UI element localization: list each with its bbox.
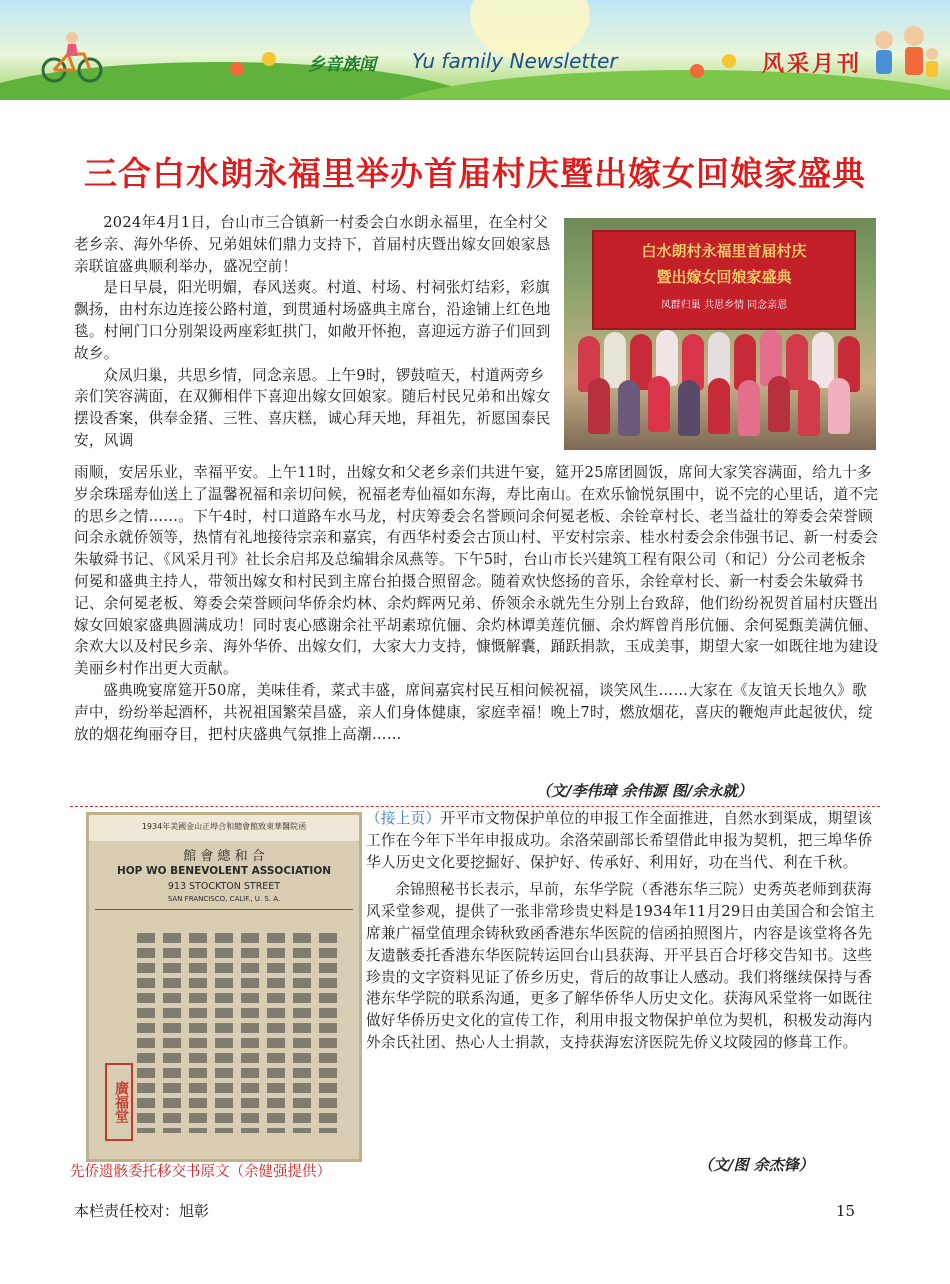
article-body-full	[74, 462, 880, 745]
village-celebration-photo	[564, 218, 876, 450]
paragraph: 雨顺，安居乐业，幸福平安。上午11时，出嫁女和父老乡亲们共进午宴，筵开25席团圆饭，席间大家笑容满面，给九十多岁余珠瑶寿仙送上了温馨祝福和亲切问候，祝福老寿仙福如东海，寿比南山。在欢乐愉悦氛围中，说不完的心里话，道不完的思乡之情……。下午4时，村口道路车水马龙，村庆筹委会名誉顾问余何冕老板、余铨章村长、老当益壮的筹委会荣誉顾问余永就侨领等，热情有礼地接待宗亲和嘉宾，有西华村委会古顶山村、平安村宗亲、桂水村委会余伟强书记、新一村委会朱敏舜书记、《风采月刊》社长余启邦及总编辑余凤燕等。下午5时，台山市长兴建筑工程有限公司（和记）分公司老板余何冕和盛典主持人，带领出嫁女和村民到主席台拍摄合照留念。随着欢快悠扬的音乐，余铨章村长、新一村委会朱敏舜书记、余何冕老板、筹委会荣誉顾问华侨余灼林、余灼辉两兄弟、侨领余永就先生分别上台致辞，他们纷纷祝贺首届村庆暨出嫁女回娘家盛典圆满成功！同时衷心感谢余社平胡素琼伉俪、余灼林谭美莲伉俪、余灼辉曾肖彤伉俪、余何冕甄美满伉俪、余欢大以及村民乡亲、海外华侨、出嫁女们，大家大力支持，慷慨解囊，踊跃捐款，玉成美事，期望大家一如既往地为建设美丽乡村作出更大贡献。	[74, 464, 879, 678]
letter-org-cn: 館 會 總 和 合	[183, 849, 265, 864]
page-number: 15	[836, 1202, 856, 1220]
historical-letter-photo	[86, 812, 362, 1162]
article-headline: 三合白水朗永福里举办首届村庆暨出嫁女回娘家盛典	[84, 154, 866, 193]
header-banner	[0, 0, 950, 100]
article-intro-column	[74, 212, 556, 452]
photo-banner-line3: 凤群归巢 共思乡情 同念亲恩	[660, 300, 788, 311]
continued-label: （接上页）	[366, 810, 441, 827]
paragraph	[366, 808, 880, 873]
red-seal-stamp: 廣福堂	[105, 1063, 133, 1141]
letterhead-rule	[95, 909, 353, 910]
flower-icon	[262, 52, 276, 66]
photo-banner-line1: 白水朗村永福里首届村庆	[641, 242, 807, 260]
publication-name: 风采月刊	[762, 51, 863, 77]
photo-caption: 先侨遗骸委托移交书原文（余健强提供）	[70, 1164, 331, 1180]
paragraph: 是日早晨，阳光明媚，春风送爽。村道、村场、村祠张灯结彩，彩旗飘扬，由村东边连接公路村道，到贯通村场盛典主席台，沿途铺上红色地毯。村闸门口分别架设两座彩虹拱门，如敞开怀抱，喜迎远方游子们回到故乡。	[74, 279, 551, 362]
article-credit: （文/图 余杰锋）	[698, 1156, 814, 1174]
flower-icon	[722, 54, 736, 68]
group-of-people	[564, 328, 876, 450]
children-icon	[862, 10, 942, 90]
paragraph-text: 开平市文物保护单位的申报工作全面推进，自然水到渠成，期望该工作在今年下半年申报成功。余洛荣副部长希望借此申报为契机，把三埠华侨华人历史文化要挖掘好、保护好、传承好、利用好，功在当代、利在千秋。	[366, 810, 873, 871]
letter-archive-strip	[89, 815, 359, 841]
paragraph: 盛典晚宴席筵开50席，美味佳肴，菜式丰盛，席间嘉宾村民互相问候祝福，谈笑风生……大家在《友谊天长地久》歌声中，纷纷举起酒杯，共祝祖国繁荣昌盛，亲人们身体健康，家庭幸福！晚上7时，燃放烟花，喜庆的鞭炮声此起彼伏，绽放的烟花绚丽夺目，把村庆盛典气氛推上高潮……	[74, 681, 873, 743]
section-divider	[70, 806, 880, 807]
bicycle-girl-icon	[40, 28, 104, 84]
paragraph: 余锦照秘书长表示，早前，东华学院（香港东华三院）史秀英老师到获海风采堂参观，提供了一张非常珍贵史料是1934年11月29日由美国合和会馆主席兼广福堂值理余铸秋致函香港东华医院的信函拍照图片，内容是该堂将各先友遗骸委托香港东华医院转运回台山县获海、开平县百合圩移交告知书。这些珍贵的文字资料见证了侨乡历史，背后的故事让人感动。我们将继续保持与香港东华学院的联系沟通，更多了解华侨华人历史文化。获海风采堂将一如既往做好华侨历史文化的宣传工作，利用申报文物保护单位为契机，积极发动海内外余氏社团、热心人士捐款，支持获海宏济医院先侨义坟陵园的修葺工作。	[366, 881, 875, 1051]
newsletter-title-cn: 乡音族闻	[308, 55, 376, 75]
letter-address: 913 STOCKTON STREET	[167, 881, 281, 892]
paragraph: 众凤归巢，共思乡情，同念亲恩。上午9时，锣鼓喧天，村道两旁乡亲们笑容满面，在双狮相伴下喜迎出嫁女回娘家。随后村民兄弟和出嫁女摆设香案，供奉金猪、三牲、喜庆糕，诚心拜天地，拜祖先，祈愿国泰民安，风调	[74, 366, 551, 449]
article-credit: （文/李伟璋 余伟源 图/余永就）	[536, 782, 753, 800]
article-continued-column	[366, 808, 880, 1054]
letter-org-en: HOP WO BENEVOLENT ASSOCIATION	[116, 865, 332, 877]
newsletter-title-en: Yu family Newsletter	[412, 49, 618, 73]
photo-banner-board	[592, 230, 856, 330]
proofreader-note: 本栏责任校对：旭彰	[74, 1202, 210, 1220]
letter-city: SAN FRANCISCO, CALIF., U. S. A.	[167, 895, 281, 903]
photo-banner-line2: 暨出嫁女回娘家盛典	[656, 268, 792, 286]
flower-icon	[230, 62, 244, 76]
flower-icon	[690, 64, 704, 78]
paragraph: 2024年4月1日，台山市三合镇新一村委会白水朗永福里，在全村父老乡亲、海外华侨、兄弟姐妹们鼎力支持下，首届村庆暨出嫁女回娘家恳亲联谊盛典顺利举办，盛况空前！	[74, 214, 551, 275]
letter-archive-caption: 1934年美國金山正埠合和總會館致東華醫院函	[141, 822, 307, 831]
